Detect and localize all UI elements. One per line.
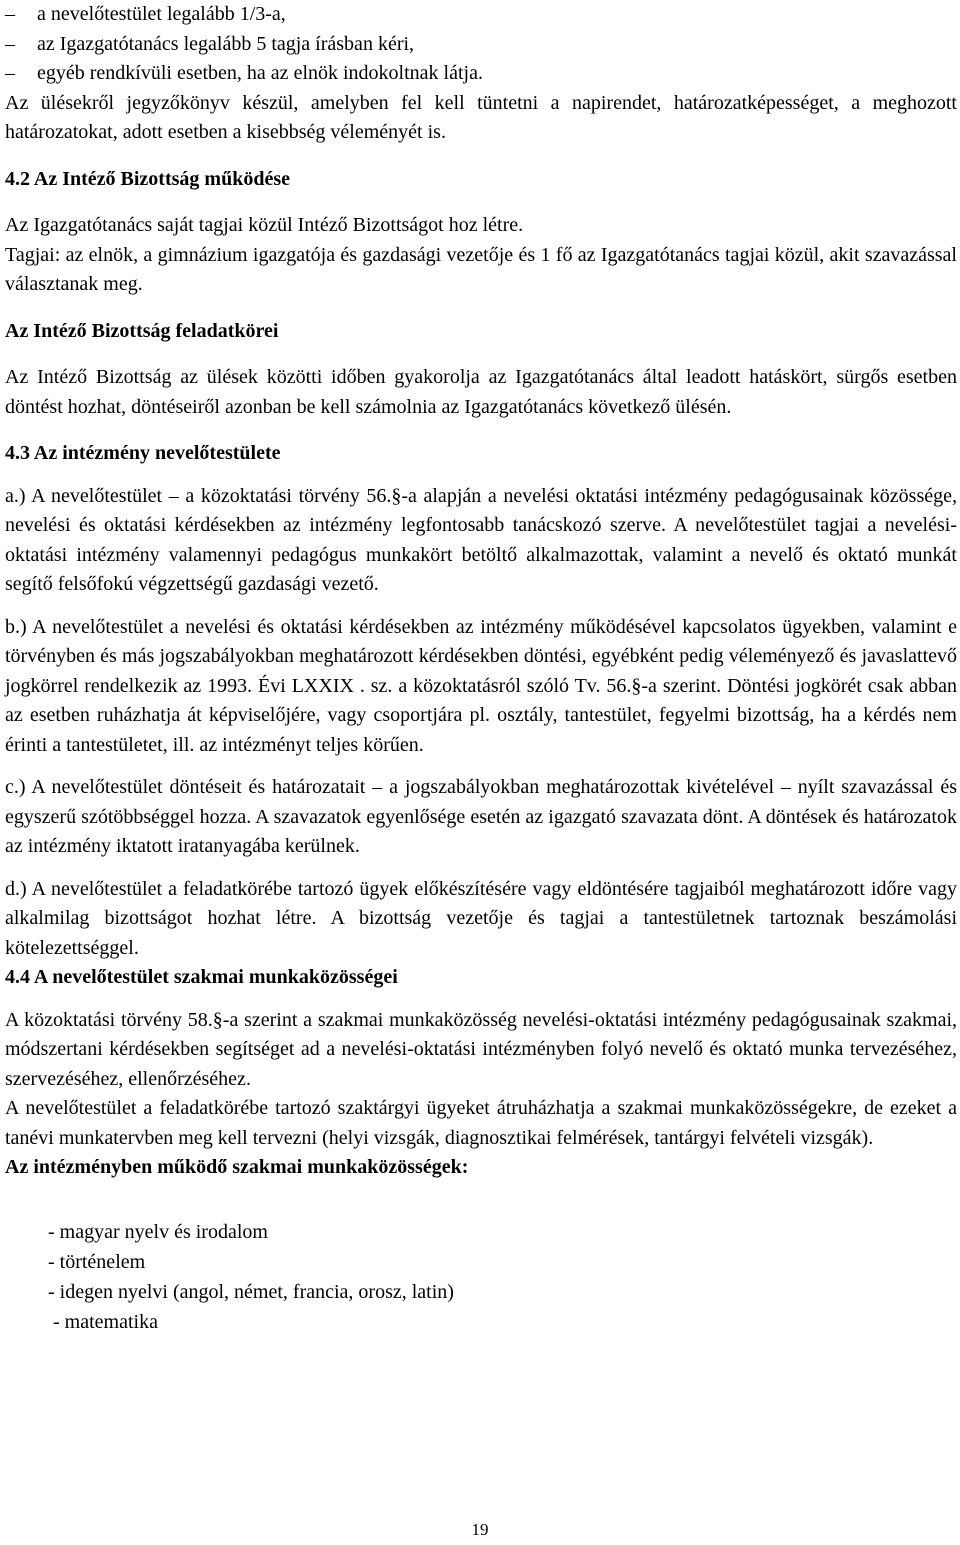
paragraph-a: a.) A nevelőtestület – a közoktatási törvény 56.§-a alapján a nevelési oktatási intézmény pedagógusainak közössége, nevelési és oktatási kérdésekben az intézmény legfontosabb tanácskozó szerve. A nevelőtestület tagjai a nevelési-oktatási intézmény valamennyi pedagógus munkakört betöltő alkalmazottak, valamint a nevelő és oktató munkát segítő felsőfokú végzettségű gazdasági vezető. [5,484,957,595]
paragraph-4-4-a: A közoktatási törvény 58.§-a szerint a szakmai munkaközösség nevelési-oktatási intézmény pedagógusainak szakmai, módszertani kérdésekben segítséget ad a nevelési-oktatási intézményben folyó nevelő és oktató munka tervezéséhez, szervezéséhez, ellenőrzéséhez. [5,1008,957,1090]
dash-bullet: – [5,32,15,55]
list-item: – a nevelőtestület legalább 1/3-a, [5,0,957,30]
document-page [5,0,957,1337]
dash-bullet: – [5,62,15,84]
paragraph-minutes: Az ülésekről jegyzőkönyv készül, amelyben fel kell tüntetni a napirendet, határozatképességet, a meghozott határozatokat, adott esetben a kisebbség véleményét is. [5,91,957,143]
intro-bullet-list [5,0,957,89]
list-item: - matematika [48,1310,158,1333]
paragraph-4-4-b: A nevelőtestület a feladatkörébe tartozó szaktárgyi ügyeket átruházhatja a szakmai munkaközösségekre, de ezeket a tanévi munkatervben meg kell tervezni (helyi vizsgák, diagnosztikai felmérések, tantárgyi felvételi vizsgák). [5,1097,957,1149]
list-item: - idegen nyelvi (angol, német, francia, orosz, latin) [48,1280,454,1303]
paragraph-d: d.) A nevelőtestület a feladatkörébe tartozó ügyek előkészítésére vagy eldöntésére tagjaiból meghatározott időre vagy alkalmilag bizottságot hozhat létre. A bizottság vezetője és tagjai a tantestületnek tartoznak beszámolási kötelezettséggel. [5,877,957,959]
paragraph-4-2-a: Az Igazgatótanács saját tagjai közül Intéző Bizottságot hoz létre. [5,214,524,236]
list-item: – az Igazgatótanács legalább 5 tagja írásban kéri, [5,30,957,60]
heading-4-2: 4.2 Az Intéző Bizottság működése [5,167,290,190]
heading-4-3: 4.3 Az intézmény nevelőtestülete [5,442,281,464]
paragraph-c: c.) A nevelőtestület döntéseit és határozatait – a jogszabályokban meghatározottak kivételével – nyílt szavazással és egyszerű szótöbbséggel hozza. A szavazatok egyenlősége esetén az igazgató szavazata dönt. A döntések és határozatok az intézmény iktatott iratanyagába kerülnek. [5,776,957,857]
munkakozossegek-list [48,1217,957,1337]
page-number: 19 [471,1520,489,1539]
heading-4-4: 4.4 A nevelőtestület szakmai munkaközösségei [5,966,398,988]
paragraph-b: b.) A nevelőtestület a nevelési és oktatási kérdésekben az intézmény működésével kapcsolatos ügyekben, valamint e törvényben és más jogszabályokban meghatározott kérdésekben döntési, egyébként pedig véleményező és javaslattevő jogkörrel rendelkezik az 1993. Évi LXXIX . sz. a közoktatásról szóló Tv. 56.§-a szerint. Döntési jogkörét csak abban az esetben ruházhatja át képviselőjére, vagy csoportjára pl. osztály, tantestület, fegyelmi bizottság, ha a kérdés nem érinti a tantestületet, ill. az intézményt teljes körűen. [5,615,957,756]
paragraph-4-2-b: Tagjai: az elnök, a gimnázium igazgatója és gazdasági vezetője és 1 fő az Igazgatótanács tagjai közül, akit szavazással választanak meg. [5,243,957,295]
heading-mukodo-munkakozossegek: Az intézményben működő szakmai munkaközösségek: [5,1156,469,1178]
list-item: - magyar nyelv és irodalom [48,1220,268,1243]
dash-bullet: – [5,3,15,25]
heading-feladatkorei: Az Intéző Bizottság feladatkörei [5,319,279,342]
list-item: - történelem [48,1250,146,1273]
list-item: – egyéb rendkívüli esetben, ha az elnök indokoltnak látja. [5,59,957,89]
paragraph-feladatkorei: Az Intéző Bizottság az ülések közötti időben gyakorolja az Igazgatótanács által leadott hatáskört, sürgős esetben döntést hozhat, döntéseiről azonban be kell számolnia az Igazgatótanács következő ülésén. [5,366,957,418]
